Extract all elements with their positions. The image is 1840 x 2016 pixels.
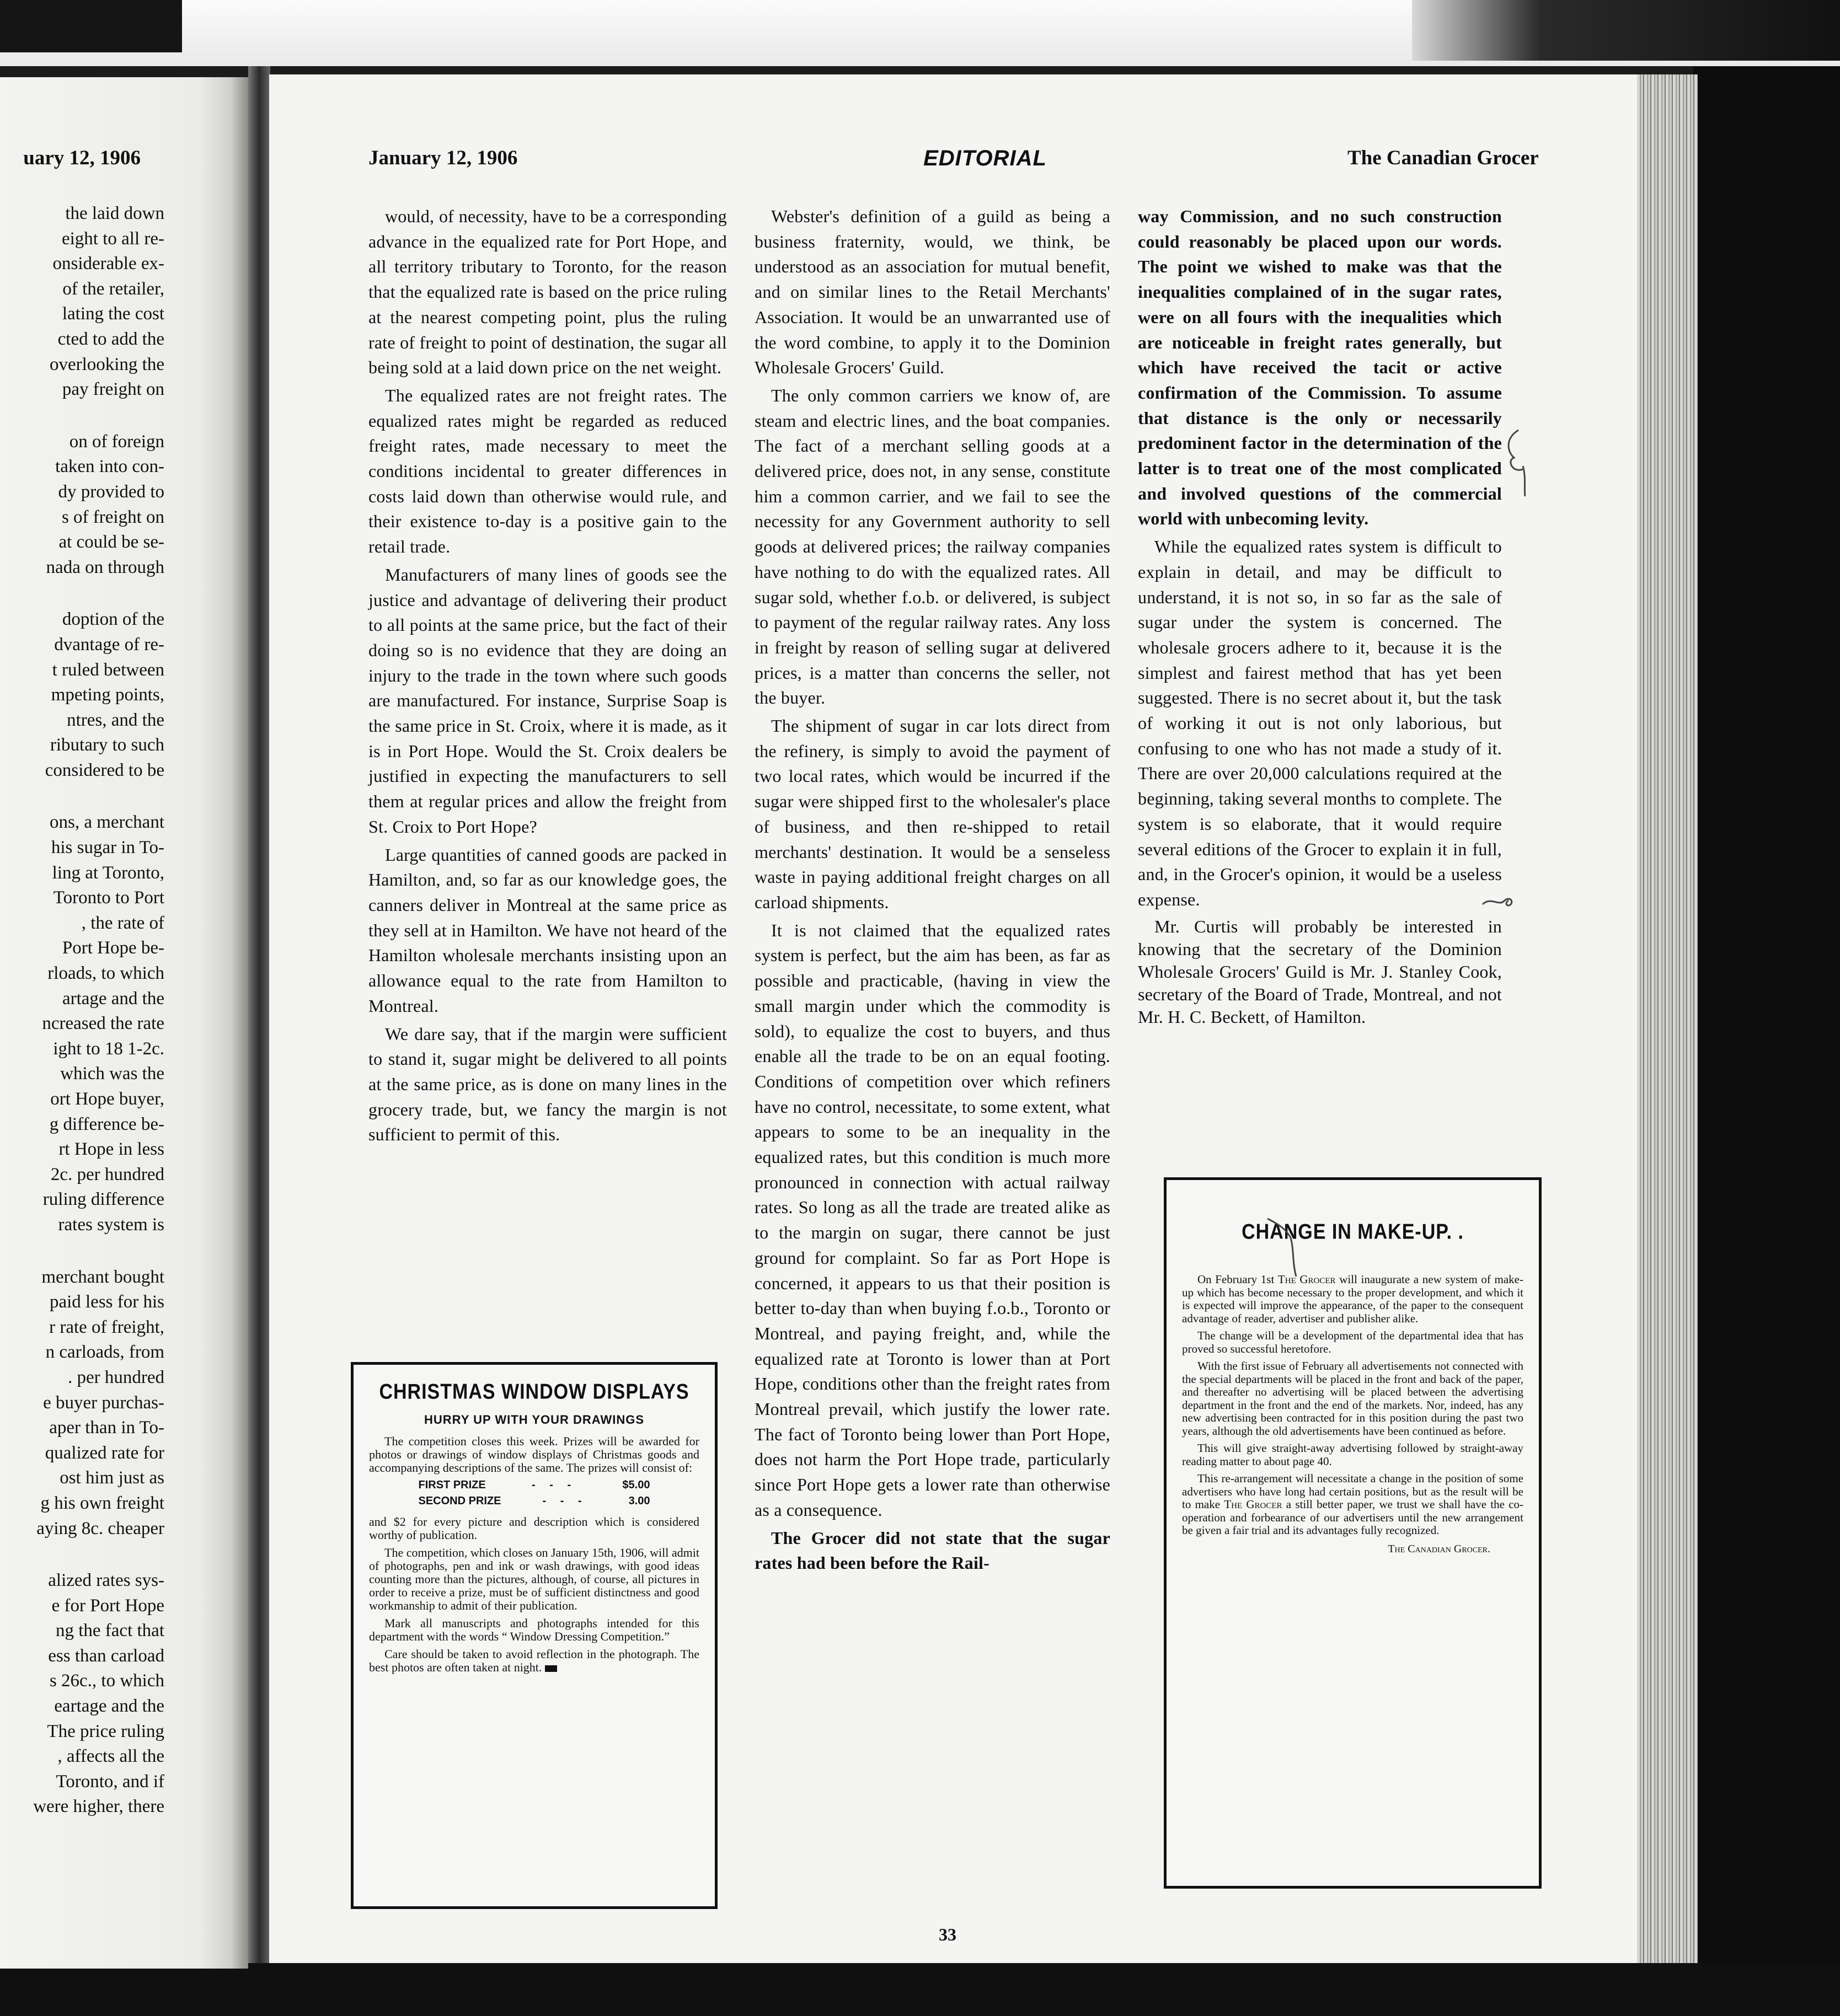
article-paragraph: While the equalized rates system is difficult to explain in detail, and may be difficult to understand, it is not so, in so far as the sale of sugar under the system is concerned. The wholesale grocers adhere to it, because it is the simplest and fairest method that has yet been suggested. There is no secret about it, but the task of working it out is not only laborious, but confusing to one who has not made a study of it. There are over 20,000 calculations required at the beginning, taking several months to complete. The system is so elaborate, that it would require several editions of the Grocer to explain it in full, and, in the Grocer's opinion, it would be a useless expense. <box>1138 537 1502 909</box>
facing-page-header-date: uary 12, 1906 <box>23 147 141 169</box>
facing-page-text-line: ncreased the rate <box>42 1014 164 1034</box>
notice-paragraph <box>1182 1273 1523 1325</box>
notice-paragraph <box>369 1648 699 1674</box>
article-column-3 <box>1138 204 1502 1028</box>
facing-page-text-line: Toronto, and if <box>56 1771 164 1792</box>
facing-page-text-line: the laid down <box>65 203 164 223</box>
prize-leader: - - - <box>542 1495 587 1507</box>
notice-text: This re-arrangement will necessitate a change in the position of some advertisers who have long had certain positions, but as the result will be to make <box>1182 1472 1523 1511</box>
notice-paragraph: With the first issue of February all advertisements not connected with the special departments will be placed in the front and back of the paper, and thereafter no advertising will be placed between the advertising department in the front and the end of the markets. Nor, indeed, has any new advertising been contracted for in this position during the past two years, although the old advertisements have been continued as before. <box>1182 1359 1523 1438</box>
facing-page-text-line: merchant bought <box>41 1267 164 1287</box>
facing-page-text-line: n carloads, from <box>45 1342 164 1363</box>
paragraph-gap <box>0 1238 164 1265</box>
publication-name-inline: The Grocer <box>1277 1273 1336 1286</box>
change-in-make-up-notice <box>1164 1177 1542 1889</box>
prize-label: SECOND PRIZE <box>418 1495 501 1507</box>
notice-paragraph <box>1182 1472 1523 1537</box>
facing-page-text-line: Toronto to Port <box>53 888 164 908</box>
facing-page-text-line: ributary to such <box>50 735 164 755</box>
pencil-bracket-mark <box>1502 427 1535 499</box>
article-paragraph: It is not claimed that the equalized rates system is perfect, but the aim has been, as far as possible and practicable, (having in view the small margin under which the commodity is sold), to equalize the cost to buyers, and thus enable all the trade to be on an equal footing. Conditions of competition over which refiners have no control, necessitate, to some extent, what appears to some to be an inequality in the equalized rates, but this condition is much more pronounced in connection with actual railway rates. So long as all the trade are treated alike as to the margin on sugar, there cannot be just ground for complaint. So far as Port Hope is concerned, it appears to us that their position is better to-day than when buying f.o.b., Toronto or Montreal, and paying freight, and, while the equalized rate at Toronto is lower than at Port Hope, conditions other than the freight rates from Montreal prevail, which justify the lower rate. The fact of Toronto being lower than Port Hope, does not harm the Port Hope trade, particularly since Port Hope gets a lower rate than otherwise as a consequence. <box>755 920 1110 1520</box>
scanner-background-right <box>1693 66 1840 2016</box>
prize-row <box>419 1495 650 1508</box>
header-section-title: EDITORIAL <box>923 146 1047 170</box>
book-page-edges <box>1637 74 1698 1963</box>
facing-page-text-line: s of freight on <box>61 507 164 527</box>
facing-page-text-line: dvantage of re- <box>54 634 164 655</box>
facing-page-text-line: e for Port Hope <box>51 1595 164 1616</box>
facing-page-text-line: t ruled between <box>52 660 164 680</box>
facing-page-text-line: ling at Toronto, <box>52 862 164 883</box>
facing-page-text-line: The price ruling <box>47 1721 164 1741</box>
facing-page-text-line: nada on through <box>46 557 164 577</box>
facing-page-text-line: taken into con- <box>55 457 164 477</box>
facing-page-text-line: ight to 18 1-2c. <box>53 1038 164 1059</box>
book-gutter <box>248 66 270 1963</box>
facing-page-text-line: were higher, there <box>33 1797 164 1817</box>
article-column-1 <box>368 204 727 1148</box>
facing-page-text-line: eartage and the <box>54 1696 164 1717</box>
scanner-shadow-right <box>1412 0 1840 61</box>
facing-page-text-line: ntres, and the <box>67 710 164 730</box>
pencil-mark <box>1262 1216 1323 1282</box>
facing-page-text-line: aper than in To- <box>49 1418 164 1438</box>
prize-label: FIRST PRIZE <box>418 1479 486 1491</box>
facing-page-text-line: pay freight on <box>62 379 164 400</box>
header-date: January 12, 1906 <box>368 147 518 169</box>
facing-page-text-line: ons, a merchant <box>49 812 164 833</box>
facing-page-column <box>0 201 164 1820</box>
header-publication-name: The Canadian Grocer <box>1347 147 1539 169</box>
facing-page-text-line: overlooking the <box>49 354 164 374</box>
article-paragraph: The equalized rates are not freight rates. The equalized rates might be regarded as reduced freight rates, made necessary to meet the conditions incidental to greater differences in costs laid down than otherwise would rule, and their existence to-day is a positive gain to the retail trade. <box>368 385 727 557</box>
facing-page-text-line: rloads, to which <box>47 963 164 984</box>
facing-page-text-line: , affects all the <box>57 1746 164 1767</box>
facing-page-text-line: at could be se- <box>58 532 164 553</box>
article-paragraph: Manufacturers of many lines of goods see the justice and advantage of delivering their product to all points at the same price, but the fact of their doing so is no evidence that they are doing an injury to the trade in the town where such goods are manufactured. For instance, Surprise Soap is the same price in St. Croix, where it is made, as it is in Port Hope. Would the St. Croix dealers be justified in expecting the manufacturers to sell them at regular prices and allow the freight from St. Croix to Port Hope? <box>368 564 727 837</box>
facing-page-text-line: ess than carload <box>48 1645 164 1666</box>
facing-page-text-line: rt Hope in less <box>58 1139 164 1160</box>
facing-page-text-line: lating the cost <box>62 304 164 324</box>
notice-signature: The Canadian Grocer. <box>1388 1542 1490 1555</box>
page-number: 33 <box>939 1924 956 1944</box>
facing-page-text-line: , the rate of <box>81 913 164 933</box>
notice-paragraph: Mark all manuscripts and photographs intended for this department with the words “ Window Dressing Competition.” <box>369 1616 699 1643</box>
article-paragraph: We dare say, that if the margin were sufficient to stand it, sugar might be delivered to all points at the same price, as is done on many lines in the grocery trade, but, we fancy the margin is not sufficient to permit of this. <box>368 1023 727 1145</box>
facing-page-text-line: ruling difference <box>42 1189 164 1210</box>
facing-page-text-line: s 26c., to which <box>49 1671 164 1691</box>
facing-page-text-line: paid less for his <box>49 1292 164 1312</box>
notice-subtitle: HURRY UP WITH YOUR DRAWINGS <box>424 1413 644 1427</box>
publication-name-inline: The Grocer <box>1224 1498 1282 1511</box>
notice-title: CHRISTMAS WINDOW DISPLAYS <box>379 1380 689 1404</box>
prize-amount: 3.00 <box>628 1495 650 1507</box>
article-paragraph: The shipment of sugar in car lots direct from the refinery, is simply to avoid the payment of two local rates, which would be incurred if the sugar were shipped first to the wholesaler's place of business, and then re-shipped to retail merchants' destination. It would be a senseless waste in paying additional freight charges on all carload shipments. <box>755 716 1110 912</box>
facing-page-text-line: g difference be- <box>49 1114 164 1134</box>
facing-page-text-line: . per hundred <box>67 1367 164 1387</box>
facing-page-text-line: dy provided to <box>58 481 164 502</box>
facing-page-text-line: alized rates sys- <box>48 1570 164 1591</box>
facing-page-text-line: cted to add the <box>57 329 164 349</box>
facing-page-text-line: which was the <box>60 1064 164 1084</box>
facing-page-text-line: rates system is <box>58 1214 164 1235</box>
notice-care-text: Care should be taken to avoid reflection in the photograph. The best photos are often taken at night. <box>369 1647 699 1674</box>
paragraph-gap <box>0 1541 164 1568</box>
facing-page-text-line: Port Hope be- <box>62 938 164 958</box>
notice-text: will inaugurate a new system of make-up which has become necessary to the proper development, and which it is expected will improve the appearance, of the paper to the consequent advantage of reader, advertiser and publisher alike. <box>1182 1273 1523 1325</box>
facing-page-text-line: considered to be <box>45 760 164 780</box>
facing-page-text-line: onsiderable ex- <box>52 254 164 274</box>
prize-amount: $5.00 <box>622 1479 650 1491</box>
facing-page-left <box>0 77 248 1969</box>
article-paragraph: The Grocer did not state that the sugar rates had been before the Rail- <box>755 1527 1110 1573</box>
scanner-shadow-left <box>0 0 182 52</box>
facing-page-text-line: g his own freight <box>40 1493 164 1513</box>
article-paragraph: Large quantities of canned goods are packed in Hamilton, and, so far as our knowledge goes, the canners deliver in Montreal at the same price as they sell at in Hamilton. We have not heard of the Hamilton wholesale merchants insisting upon an allowance equal to the rate from Hamilton to Montreal. <box>368 844 727 1016</box>
facing-page-text-line: aying 8c. cheaper <box>36 1518 164 1538</box>
article-paragraph: would, of necessity, have to be a corresponding advance in the equalized rate for Port Hope, and all territory tributary to Toronto, for the reason that the equalized rate is based on the price ruling at the nearest competing point, plus the ruling rate of freight to point of destination, the sugar all being sold at a laid down price on the net weight. <box>368 206 727 378</box>
facing-page-text-line: doption of the <box>62 609 164 630</box>
article-paragraph: way Commission, and no such construction could reasonably be placed upon our words. The point we wished to make was that the inequalities complained of in the sugar rates, were on all fours with the inequalities which are noticeable in freight rates generally, but which have received the tacit or active confirmation of the Commission. To assume that distance is the only or necessarily predominent factor in the determination of the latter is to treat one of the most complicated and involved questions of the commercial world with unbecoming levity. <box>1138 206 1502 529</box>
prize-row <box>419 1479 650 1492</box>
facing-page-text-line: ng the fact that <box>55 1621 164 1641</box>
scanner-background-bottom <box>0 1963 1840 2016</box>
notice-text: a still better paper, we trust we shall have the co-operation and forbearance of our advertisers until the new arrangement be given a fair trial and its advantages fully recognized. <box>1182 1498 1524 1537</box>
facing-page-text-line: on of foreign <box>69 431 164 452</box>
notice-title: CHANGE IN MAKE-UP. . <box>1242 1220 1464 1244</box>
facing-page-text-line: ort Hope buyer, <box>50 1089 164 1109</box>
prize-leader: - - - <box>532 1479 577 1491</box>
paragraph-gap <box>0 580 164 607</box>
article-paragraph: Webster's definition of a guild as being a business fraternity, would, we think, be understood as an association for mutual benefit, and on similar lines to the Retail Merchants' Association. It would be an unwarranted use of the word combine, to apply it to the Dominion Wholesale Grocers' Guild. <box>755 206 1110 378</box>
facing-page-text-line: mpeting points, <box>51 685 164 705</box>
facing-page-text-line: e buyer purchas- <box>43 1392 164 1413</box>
facing-page-text-line: 2c. per hundred <box>50 1164 164 1184</box>
facing-page-text-line: his sugar in To- <box>51 838 164 858</box>
notice-text: On February 1st <box>1197 1273 1278 1286</box>
notice-paragraph: The change will be a development of the departmental idea that has proved so successful heretofore. <box>1182 1329 1523 1355</box>
notice-paragraph: This will give straight-away advertising followed by straight-away reading matter to about page 40. <box>1182 1441 1523 1468</box>
editorial-page <box>269 74 1637 1963</box>
article-paragraph: Mr. Curtis will probably be interested in knowing that the secretary of the Dominion Wholesale Grocers' Guild is Mr. J. Stanley Cook, secretary of the Board of Trade, Montreal, and not Mr. H. C. Beckett, of Hamilton. <box>1138 916 1502 1027</box>
notice-paragraph: The competition closes this week. Prizes will be awarded for photos or drawings of window displays of Christmas goods and accompanying descriptions of the same. The prizes will consist of: <box>369 1434 699 1475</box>
article-column-2 <box>755 204 1110 1576</box>
paragraph-gap <box>0 403 164 430</box>
christmas-window-displays-notice <box>351 1362 718 1909</box>
facing-page-text-line: eight to all re- <box>61 228 164 249</box>
paragraph-gap <box>0 783 164 810</box>
printer-mark-icon <box>545 1665 557 1672</box>
notice-paragraph: The competition, which closes on January 15th, 1906, will admit of photographs, pen and ink or wash drawings, with good ideas counting more than the pictures, although, of course, all pictures in order to receive a prize, must be of sufficient distinctness and good workmanship to admit of their publication. <box>369 1546 699 1612</box>
facing-page-text-line: artage and the <box>62 988 164 1009</box>
facing-page-text-line: of the retailer, <box>62 278 164 299</box>
facing-page-text-line: qualized rate for <box>45 1443 164 1463</box>
pencil-mark <box>1480 891 1518 913</box>
notice-paragraph: and $2 for every picture and description which is considered worthy of publication. <box>369 1515 699 1542</box>
facing-page-text-line: ost him just as <box>60 1468 164 1488</box>
facing-page-text-line: r rate of freight, <box>49 1317 164 1337</box>
article-paragraph: The only common carriers we know of, are steam and electric lines, and the boat companies. The fact of a merchant selling goods at a delivered price, does not, in any sense, constitute him a common carrier, and we fail to see the necessity for any Government authority to sell goods at delivered prices; the railway companies have nothing to do with the equalized rates. All sugar sold, whether f.o.b. or delivered, is subject to payment of the regular railway rates. Any loss in freight by reason of selling sugar at delivered prices, is a matter than concerns the seller, not the buyer. <box>755 385 1110 708</box>
